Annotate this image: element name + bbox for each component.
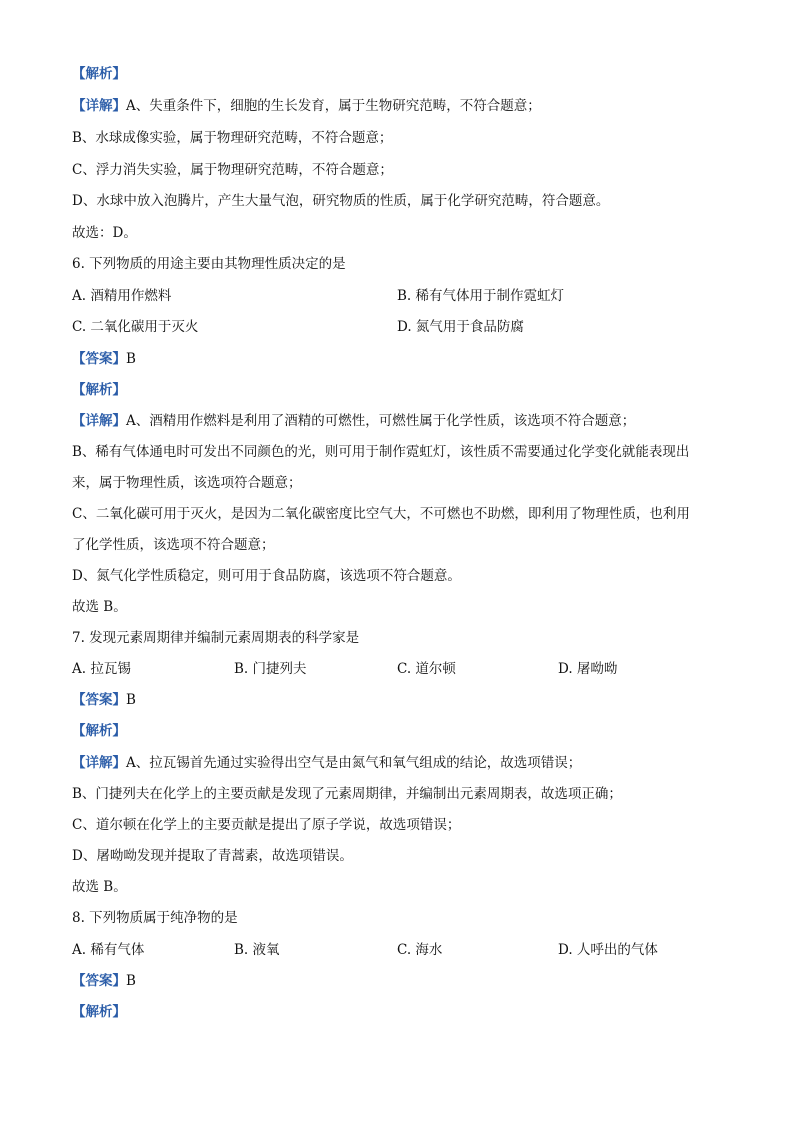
answer-label: 【答案】 bbox=[72, 692, 126, 708]
question-stem: 7. 发现元素周期律并编制元素周期表的科学家是 bbox=[72, 630, 360, 646]
option-c: C. 道尔顿 bbox=[397, 661, 456, 677]
detail-line: B、稀有气体通电时可发出不同颜色的光，则可用于制作霓虹灯，该性质不需要通过化学变化就能表现出 bbox=[72, 444, 690, 460]
detail-line: B、门捷列夫在化学上的主要贡献是发现了元素周期律，并编制出元素周期表，故选项正确； bbox=[72, 786, 622, 802]
option-a: A. 稀有气体 bbox=[72, 942, 145, 958]
option-b: B. 门捷列夫 bbox=[234, 661, 307, 677]
question-stem: 6. 下列物质的用途主要由其物理性质决定的是 bbox=[72, 256, 346, 272]
option-d: D. 人呼出的气体 bbox=[558, 942, 658, 958]
detail-line: D、氮气化学性质稳定，则可用于食品防腐，该选项不符合题意。 bbox=[72, 568, 461, 584]
option-d: D. 氮气用于食品防腐 bbox=[397, 319, 524, 335]
answer-value: B bbox=[126, 973, 136, 989]
option-a: A. 酒精用作燃料 bbox=[72, 288, 172, 304]
detail-text: A、拉瓦锡首先通过实验得出空气是由氮气和氧气组成的结论，故选项错误； bbox=[126, 755, 582, 771]
option-b: B. 液氧 bbox=[234, 942, 280, 958]
detail-line: C、浮力消失实验，属于物理研究范畴，不符合题意； bbox=[72, 162, 393, 178]
detail-line bbox=[72, 757, 581, 771]
option-b: B. 稀有气体用于制作霓虹灯 bbox=[397, 288, 565, 304]
option-c: C. 二氧化碳用于灭火 bbox=[72, 319, 199, 335]
detail-label: 【详解】 bbox=[72, 755, 126, 771]
detail-line bbox=[72, 415, 635, 429]
detail-line: D、水球中放入泡腾片，产生大量气泡，研究物质的性质，属于化学研究范畴，符合题意。 bbox=[72, 193, 610, 209]
detail-line: D、屠呦呦发现并提取了青蒿素，故选项错误。 bbox=[72, 848, 353, 864]
detail-text: A、失重条件下，细胞的生长发育，属于生物研究范畴，不符合题意； bbox=[126, 98, 541, 114]
answer-value: B bbox=[126, 351, 136, 367]
answer-label: 【答案】 bbox=[72, 351, 126, 367]
analysis-label: 【解析】 bbox=[72, 723, 126, 739]
answer-line bbox=[72, 975, 136, 989]
detail-line: 来，属于物理性质，该选项符合题意； bbox=[72, 475, 302, 491]
answer-value: B bbox=[126, 692, 136, 708]
conclusion: 故选：D。 bbox=[72, 225, 137, 241]
answer-label: 【答案】 bbox=[72, 973, 126, 989]
detail-text: A、酒精用作燃料是利用了酒精的可燃性，可燃性属于化学性质，该选项不符合题意； bbox=[126, 413, 636, 429]
analysis-label: 【解析】 bbox=[72, 66, 126, 82]
detail-line: C、道尔顿在化学上的主要贡献是提出了原子学说，故选项错误； bbox=[72, 817, 461, 833]
analysis-label: 【解析】 bbox=[72, 382, 126, 398]
analysis-label: 【解析】 bbox=[72, 1004, 126, 1020]
detail-line bbox=[72, 100, 541, 114]
detail-line: B、水球成像实验，属于物理研究范畴，不符合题意； bbox=[72, 130, 393, 146]
detail-line: 了化学性质，该选项不符合题意； bbox=[72, 537, 275, 553]
conclusion: 故选 B。 bbox=[72, 879, 127, 895]
answer-line bbox=[72, 353, 136, 367]
answer-line bbox=[72, 694, 136, 708]
option-c: C. 海水 bbox=[397, 942, 443, 958]
conclusion: 故选 B。 bbox=[72, 599, 127, 615]
detail-label: 【详解】 bbox=[72, 413, 126, 429]
detail-label: 【详解】 bbox=[72, 98, 126, 114]
detail-line: C、二氧化碳可用于灭火，是因为二氧化碳密度比空气大，不可燃也不助燃，即利用了物理性质，也利用 bbox=[72, 506, 690, 522]
option-d: D. 屠呦呦 bbox=[558, 661, 618, 677]
option-a: A. 拉瓦锡 bbox=[72, 661, 131, 677]
question-stem: 8. 下列物质属于纯净物的是 bbox=[72, 910, 238, 926]
